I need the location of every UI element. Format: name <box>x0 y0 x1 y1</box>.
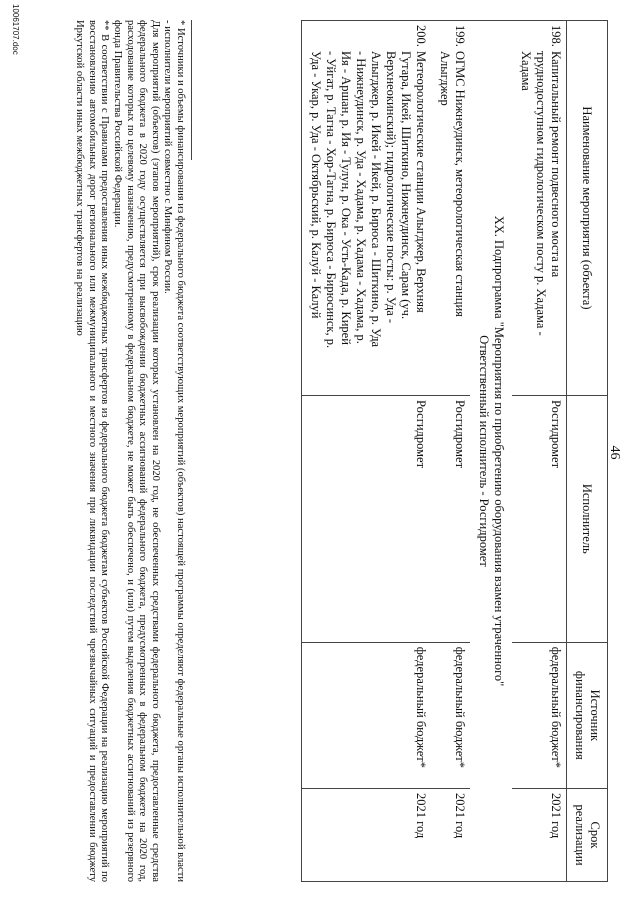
row-number: 199. <box>453 25 467 47</box>
page-number: 46 <box>607 445 622 460</box>
header-term: Срок реализации <box>567 789 608 882</box>
footnotes <box>73 20 186 882</box>
cell-term: 2021 год <box>302 789 432 882</box>
cell-executor: Росгидромет <box>302 395 432 642</box>
cell-term: 2021 год <box>431 789 470 882</box>
table-row <box>431 21 470 882</box>
cell-source: федеральный бюджет* <box>302 642 432 788</box>
cell-executor: Росгидромет <box>512 395 567 642</box>
table-row <box>302 21 432 882</box>
cell-term: 2021 год <box>512 789 567 882</box>
measures-table <box>301 20 608 882</box>
header-name: Наименование мероприятия (объекта) <box>567 21 608 396</box>
header-source: Источник финансирования <box>567 642 608 788</box>
row-name: Капитальный ремонт подвесного моста на труднодоступном гидрологическом посту р. Хадама - Хадама <box>519 51 563 336</box>
cell-name <box>302 21 432 396</box>
table-row <box>512 21 567 882</box>
row-number: 200. <box>414 25 428 47</box>
footnote: Для мероприятий (объектов) (этапов мероприятий), срок реализации которых установлен на 2020 год, не обеспеченных средствами федерального бюджета, предоставленные средства федерального бюджета в 2020 году осуществляется при высвобождении бюджетных ассигнований федерального бюджета, предусмотренных в федеральном бюджете на 2020 год, расходование которых по целевому назначению, предусмотренному в федеральном бюджете, не может быть обеспечено, и (или) путем выделения бюджетных ассигнований из резервного фонда Правительства Российской Федерации. <box>112 20 161 882</box>
cell-executor: Росгидромет <box>431 395 470 642</box>
cell-name <box>431 21 470 396</box>
header-executor: Исполнитель <box>567 395 608 642</box>
section-row <box>470 21 512 882</box>
section-title: XX. Подпрограмма "Мероприятия по приобретению оборудования взамен утраченного" <box>492 215 506 687</box>
row-name: Метеорологические станции Алыгджер, Верхняя Гутара, Икей, Шиткино, Нижнеудинск, Сарам (уч. Верхнеокинский); гидрологические посты: р. Уда - Алыгджер, р. Икей - Икей, р. Бирюса - Шиткино, р. Уда - Нижнеудинск, р. Уда - Хадама, р. Хадама - Хадама, р. Ия - Аршан, р. Ия - Тулун, р. Ока - Усть-Када, р. Кирей - Уйгат, р. Тагна - Хор-Тагна, р. Бирюса - Бирюсинск, р. Уда - Укар, р. Уда - Октябрьский, р. Калуй - Калуй <box>309 51 428 349</box>
row-name: ОГМС Нижнеудинск, метеорологическая станция Алыгджер <box>438 51 467 317</box>
cell-source: федеральный бюджет* <box>512 642 567 788</box>
cell-name <box>512 21 567 396</box>
section-subtitle: Ответственный исполнитель - Росгидромет <box>477 335 491 567</box>
cell-source: федеральный бюджет* <box>431 642 470 788</box>
table-header-row <box>567 21 608 882</box>
footnote: ** В соответствии с Правилами предоставления иных межбюджетных трансфертов из федерального бюджета бюджетам субъектов Российской Федерации на реализацию мероприятий по восстановлению автомобильных дорог регионального или межмуниципального и местного значения при ликвидации последствий чрезвычайных ситуаций и предоставлении бюджету Иркутской области иных межбюджетных трансфертов на реализацию <box>74 20 111 882</box>
file-reference: 10061707.doc <box>11 4 20 55</box>
row-number: 198. <box>549 25 563 47</box>
footnote: * Источники и объемы финансирования из федерального бюджета соответствующих мероприятий (объектов) настоящей программы определяют федеральные органы исполнительной власти - исполнители мероприятий совместно с Минфином России. <box>162 20 186 883</box>
section-heading <box>470 21 512 882</box>
footnote-divider <box>191 20 192 160</box>
